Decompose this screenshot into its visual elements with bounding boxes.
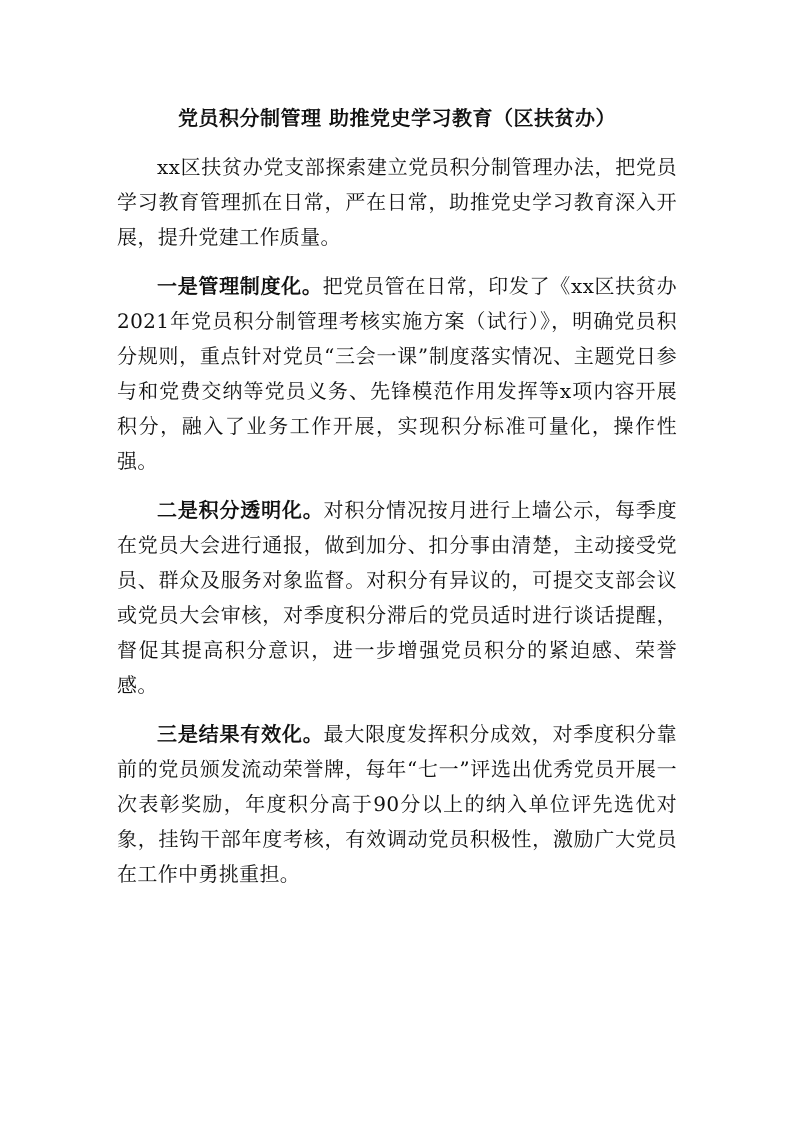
document-body — [117, 100, 677, 906]
document-title: 党员积分制管理 助推党史学习教育（区扶贫办） — [178, 106, 616, 130]
section-heading-3: 三是结果有效化。 — [157, 722, 324, 746]
section-body-1: 把党员管在日常，印发了《xx区扶贫办2021年党员积分制管理考核实施方案（试行）》，明确党员积分规则，重点针对党员“三会一课”制度落实情况、主题党日参与和党费交纳等党员义务、先锋模范作用发挥等x项内容开展积分，融入了业务工作开展，实现积分标准可量化，操作性强。 — [117, 274, 677, 473]
section-paragraph-1 — [117, 269, 677, 479]
section-body-3: 最大限度发挥积分成效，对季度积分靠前的党员颁发流动荣誉牌，每年“七一”评选出优秀党员开展一次表彰奖励，年度积分高于90分以上的纳入单位评先选优对象，挂钩干部年度考核，有效调动党员积极性，激励广大党员在工作中勇挑重担。 — [117, 722, 677, 886]
section-paragraph-3 — [117, 717, 677, 892]
section-heading-1: 一是管理制度化。 — [157, 274, 323, 298]
section-paragraph-2 — [117, 493, 677, 703]
intro-paragraph: xx区扶贫办党支部探索建立党员积分制管理办法，把党员学习教育管理抓在日常，严在日常，助推党史学习教育深入开展，提升党建工作质量。 — [117, 155, 677, 249]
section-body-2: 对积分情况按月进行上墙公示，每季度在党员大会进行通报，做到加分、扣分事由清楚，主动接受党员、群众及服务对象监督。对积分有异议的，可提交支部会议或党员大会审核，对季度积分滞后的党员适时进行谈话提醒，督促其提高积分意识，进一步增强党员积分的紧迫感、荣誉感。 — [117, 498, 677, 697]
section-heading-2: 二是积分透明化。 — [157, 498, 324, 522]
